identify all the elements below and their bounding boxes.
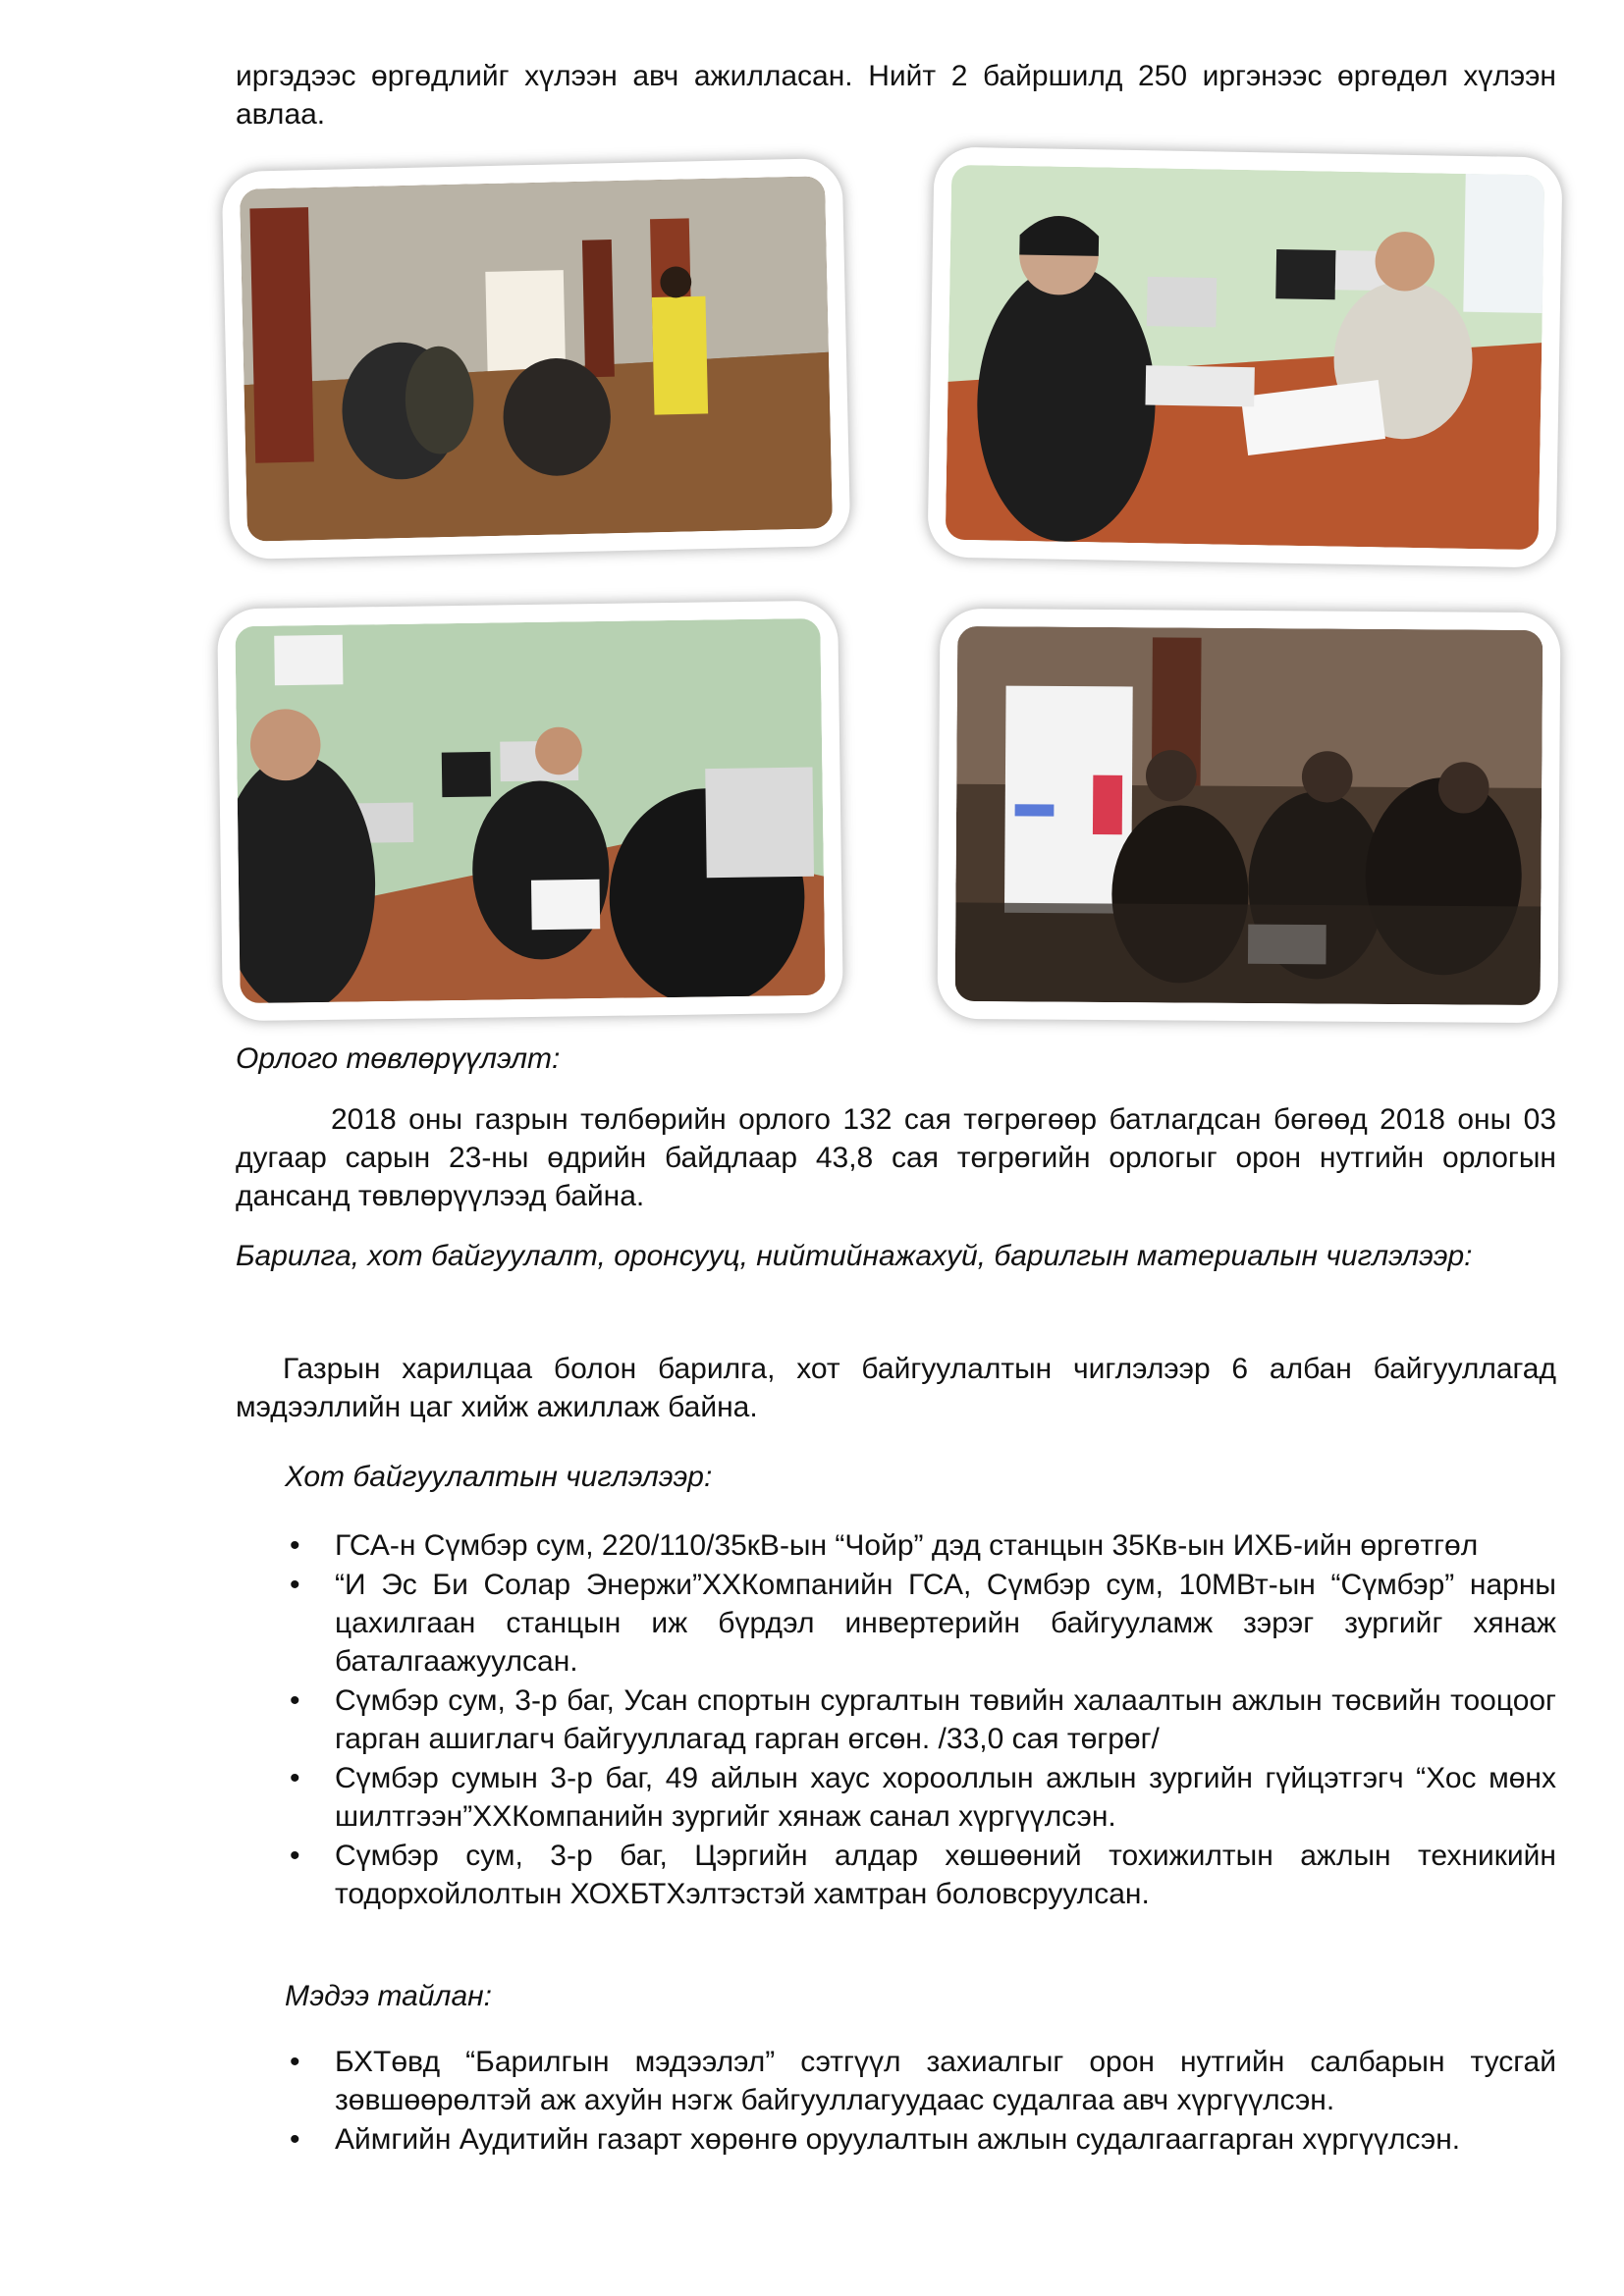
bullet: • (290, 1840, 300, 1872)
bullet: • (290, 2046, 300, 2078)
hallway-photo (222, 158, 851, 560)
construction-heading: Барилга, хот байгуулалт, оронсууц, нийтийнажахуй, барилгын материалын чиглэлээр: (236, 1240, 1473, 1272)
urban-items-list (236, 1526, 1556, 1914)
bullet: • (290, 1762, 300, 1794)
list-item: • Сүмбэр сум, 3-р баг, Цэргийн алдар хөшөөний тохижилтын ажлын техникийн тодорхойлолтын ХОХБТХэлтэстэй хамтран боловсруулсан. (236, 1837, 1556, 1913)
report-heading: Мэдээ тайлан: (285, 1980, 492, 2012)
income-paragraph: 2018 оны газрын төлбөрийн орлого 132 сая төгрөгөөр батлагдсан бөгөөд 2018 оны 03 дугаар сарын 23-ны өдрийн байдлаар 43,8 сая төгрөгийн орлогыг орон нутгийн орлогын дансанд төвлөрүүлээд байна. (236, 1103, 1556, 1212)
intro-paragraph: иргэдээс өргөдлийг хүлээн авч ажилласан. Нийт 2 байршилд 250 иргэнээс өргөдөл хүлээн авлаа. (236, 60, 1556, 131)
report-items-list (236, 2043, 1556, 2160)
list-item: • Аймгийн Аудитийн газарт хөрөнгө оруулалтын ажлын судалгааггарган хүргүүлсэн. (236, 2120, 1556, 2159)
bullet: • (290, 2123, 300, 2156)
list-item: • Сүмбэр сумын 3-р баг, 49 айлын хаус хорооллын ажлын зургийн гүйцэтгэгч “Хос мөнх шилтгээн”ХХКомпанийн зургийг хянаж санал хүргүүлсэн. (236, 1759, 1556, 1836)
list-item: • БХТөвд “Барилгын мэдээлэл” сэтгүүл захиалгыг орон нутгийн салбарын тусгай зөвшөөрөлтэй аж ахуйн нэгж байгууллагуудаас судалгаа авч хүргүүлсэн. (236, 2043, 1556, 2119)
list-item: • ГСА-н Сүмбэр сум, 220/110/35кВ-ын “Чойр” дэд станцын 35Кв-ын ИХБ-ийн өргөтгөл (236, 1526, 1556, 1565)
list-item: • Сүмбэр сум, 3-р баг, Усан спортын сургалтын төвийн халаалтын ажлын төсвийн тооцоог гарган ашиглагч байгууллагад гарган өгсөн. /33,0 сая төгрөг/ (236, 1682, 1556, 1758)
list-item: • “И Эс Би Солар Энержи”ХХКомпанийн ГСА, Сүмбэр сум, 10МВт-ын “Сүмбэр” нарны цахилгаан станцын иж бүрдэл инвертерийн байгууламж зэрэг зургийг хянаж баталгаажуулсан. (236, 1566, 1556, 1681)
construction-paragraph: Газрын харилцаа болон барилга, хот байгуулалтын чиглэлээр 6 албан байгууллагад мэдээллийн цаг хийж ажиллаж байна. (236, 1353, 1556, 1423)
bullet: • (290, 1684, 300, 1717)
bullet: • (290, 1529, 300, 1562)
bullet: • (290, 1569, 300, 1601)
income-heading: Орлого төвлөрүүлэлт: (236, 1042, 561, 1075)
consultation-photo (217, 601, 843, 1022)
meeting-room-photo (938, 609, 1561, 1023)
urban-heading: Хот байгуулалтын чиглэлээр: (285, 1461, 713, 1493)
office-desk-photo (927, 146, 1562, 567)
